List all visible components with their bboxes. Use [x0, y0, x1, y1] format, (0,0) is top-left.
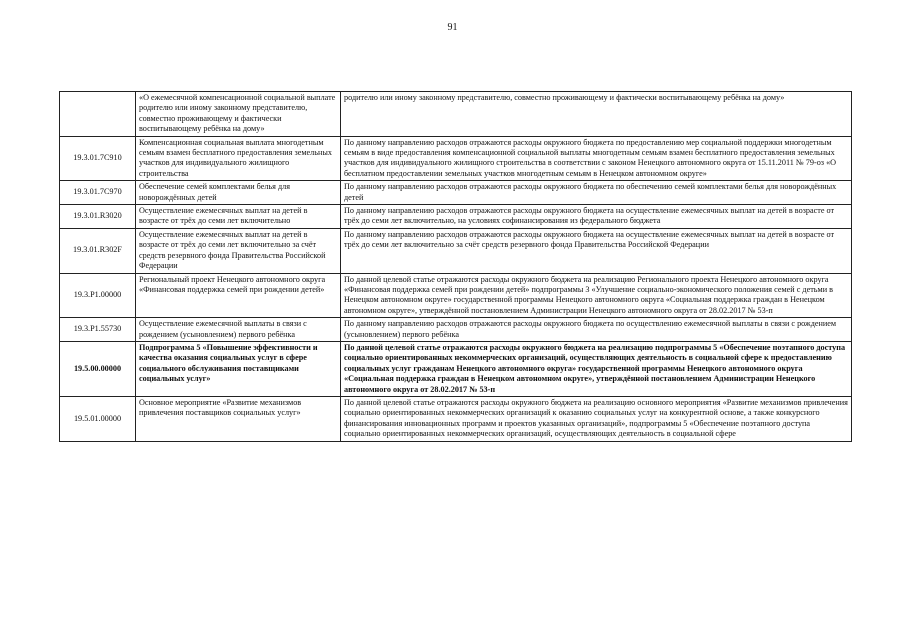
row-description: родителю или иному законному представителю, совместно проживающему и фактически воспитывающему ребёнка на дому»	[341, 92, 852, 137]
row-code: 19.3.01.7С970	[60, 181, 136, 205]
row-description: По данному направлению расходов отражаются расходы окружного бюджета по обеспечению семей комплектами белья для новорождённых детей	[341, 181, 852, 205]
table-row	[60, 205, 852, 229]
budget-classification-table	[59, 91, 852, 442]
row-code: 19.3.P1.00000	[60, 273, 136, 318]
table-row	[60, 181, 852, 205]
row-name: Осуществление ежемесячных выплат на детей в возрасте от трёх до семи лет включительно за счёт средств резервного фонда Правительства Российской Федерации	[136, 228, 341, 273]
row-code: 19.5.01.00000	[60, 396, 136, 441]
row-code: 19.3.01.7С910	[60, 136, 136, 181]
table-row	[60, 341, 852, 396]
row-code: 19.3.P1.55730	[60, 318, 136, 342]
row-name: Обеспечение семей комплектами белья для новорождённых детей	[136, 181, 341, 205]
row-name: Основное мероприятие «Развитие механизмов привлечения поставщиков социальных услуг»	[136, 396, 341, 441]
row-name: Подпрограмма 5 «Повышение эффективности и качества оказания социальных услуг в сфере социального обслуживания поставщиками социальных услуг»	[136, 341, 341, 396]
row-description: По данному направлению расходов отражаются расходы окружного бюджета по осуществлению ежемесячной выплаты в связи с рождением (усыновлением) первого ребёнка	[341, 318, 852, 342]
row-name: Компенсационная социальная выплата многодетным семьям взамен бесплатного предоставления земельных участков для индивидуального жилищного строительства	[136, 136, 341, 181]
row-description: По данной целевой статье отражаются расходы окружного бюджета на реализацию подпрограммы 5 «Обеспечение поэтапного доступа социально ориентированных некоммерческих организаций, осуществляющих деятельность в социальной сфере к предоставлению социальных услуг гражданам Ненецкого автономного округа» государственной программы Ненецкого автономного округа «Социальная поддержка граждан в Ненецком автономном округе», утверждённой постановлением Администрации Ненецкого автономного округа от 28.02.2017 № 53-п	[341, 341, 852, 396]
table-row	[60, 92, 852, 137]
table-row	[60, 228, 852, 273]
row-description: По данной целевой статье отражаются расходы окружного бюджета на реализацию Регионального проекта Ненецкого автономного округа «Финансовая поддержка семей при рождении детей» подпрограммы 3 «Улучшение социально-экономического положения семей с детьми в Ненецком автономном округе» государственной программы Ненецкого автономного округа «Социальная поддержка граждан в Ненецком автономном округе», утверждённой постановлением Администрации Ненецкого автономного округа от 28.02.2017 № 53-п	[341, 273, 852, 318]
row-code: 19.3.01.R3020	[60, 205, 136, 229]
table-row	[60, 136, 852, 181]
row-name: «О ежемесячной компенсационной социальной выплате родителю или иному законному представителю, совместно проживающему и фактически воспитывающему ребёнка на дому»	[136, 92, 341, 137]
row-code: 19.5.00.00000	[60, 341, 136, 396]
table-row	[60, 273, 852, 318]
row-code	[60, 92, 136, 137]
row-name: Осуществление ежемесячных выплат на детей в возрасте от трёх до семи лет включительно	[136, 205, 341, 229]
table-row	[60, 318, 852, 342]
row-description: По данному направлению расходов отражаются расходы окружного бюджета на осуществление ежемесячных выплат на детей в возрасте от трёх до семи лет включительно, на условиях софинансирования из федерального бюджета	[341, 205, 852, 229]
table-row	[60, 396, 852, 441]
row-name: Осуществление ежемесячной выплаты в связи с рождением (усыновлением) первого ребёнка	[136, 318, 341, 342]
row-description: По данной целевой статье отражаются расходы окружного бюджета на реализацию основного мероприятия «Развитие механизмов привлечения социально ориентированных некоммерческих организаций к оказанию социальных услуг на конкурентной основе, а также конкурсного финансирования инновационных программ и проектов указанных организаций», подпрограммы 5 «Обеспечение поэтапного доступа социально ориентированных некоммерческих организаций, осуществляющих деятельность в социальной сфере	[341, 396, 852, 441]
row-name: Региональный проект Ненецкого автономного округа «Финансовая поддержка семей при рождении детей»	[136, 273, 341, 318]
row-code: 19.3.01.R302F	[60, 228, 136, 273]
page-number: 91	[447, 22, 458, 33]
row-description: По данному направлению расходов отражаются расходы окружного бюджета на осуществление ежемесячных выплат на детей в возрасте от трёх до семи лет включительно за счёт средств резервного фонда Правительства Российской Федерации	[341, 228, 852, 273]
row-description: По данному направлению расходов отражаются расходы окружного бюджета по предоставлению мер социальной поддержки многодетным семьям в виде предоставления компенсационной социальной выплаты многодетным семьям взамен бесплатного предоставления земельных участков для индивидуального жилищного строительства в соответствии с законом Ненецкого автономного округа от 15.11.2011 № 79-оз «О бесплатном предоставлении земельных участков многодетным семьям в Ненецком автономном округе»	[341, 136, 852, 181]
